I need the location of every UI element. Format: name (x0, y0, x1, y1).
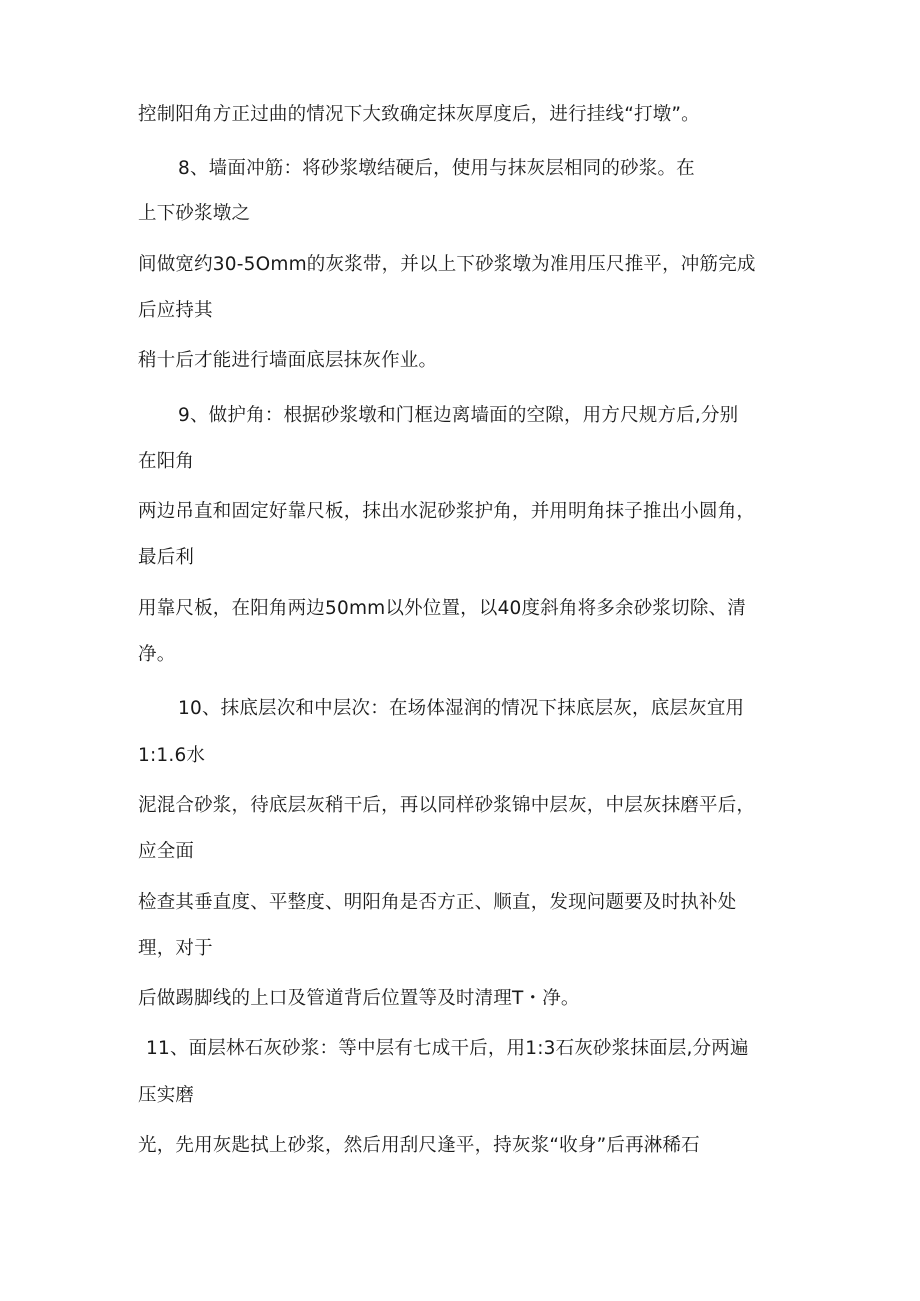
text-line: 净。 (138, 644, 176, 665)
text-line: 泥混合砂浆，待底层灰稍干后，再以同样砂浆锦中层灰，中层灰抹磨平后， (138, 795, 756, 816)
text-line: 9、做护角：根据砂浆墩和门框边离墙面的空隙，用方尺规方后,分别 (178, 405, 739, 426)
text-line: 后做踢脚线的上口及管道背后位置等及时清理T・净。 (138, 988, 580, 1009)
text-line: 光，先用灰匙拭上砂浆，然后用刮尺逢平，持灰浆“收身”后再淋稀石 (138, 1135, 700, 1156)
text-line: 应全面 (138, 841, 195, 862)
text-line: 检查其垂直度、平整度、明阳角是否方正、顺直，发现问题要及时执补处 (138, 892, 737, 913)
text-line: 后应持其 (138, 300, 213, 321)
text-line: 理，对于 (138, 938, 213, 959)
text-line: 稍十后才能进行墙面底层抹灰作业。 (138, 350, 438, 371)
text-line: 上下砂浆墩之 (138, 203, 251, 224)
text-line: 两边吊直和固定好靠尺板，抹出水泥砂浆护角，并用明角抹子推出小圆角， (138, 501, 756, 522)
text-line: 在阳角 (138, 451, 195, 472)
text-line: 8、墙面冲筋：将砂浆墩结硬后，使用与抹灰层相同的砂浆。在 (178, 158, 695, 179)
text-line: 11、面层林石灰砂浆：等中层有七成干后，用1:3石灰砂浆抹面层,分两遍 (146, 1038, 749, 1059)
text-line: 10、抹底层次和中层次：在场体湿润的情况下抹底层灰，底层灰宜用 (178, 698, 745, 719)
text-line: 最后利 (138, 547, 195, 568)
text-line: 控制阳角方正过曲的情况下大致确定抹灰厚度后，进行挂线“打墩”。 (138, 104, 700, 125)
text-line: 压实磨 (138, 1085, 195, 1106)
text-line: 1:1.6水 (138, 745, 206, 766)
text-line: 间做宽约30-5Omm的灰浆带，并以上下砂浆墩为准用压尺推平，冲筋完成 (138, 254, 756, 275)
text-line: 用靠尺板，在阳角两边50mm以外位置，以40度斜角将多余砂浆切除、清 (138, 598, 746, 619)
